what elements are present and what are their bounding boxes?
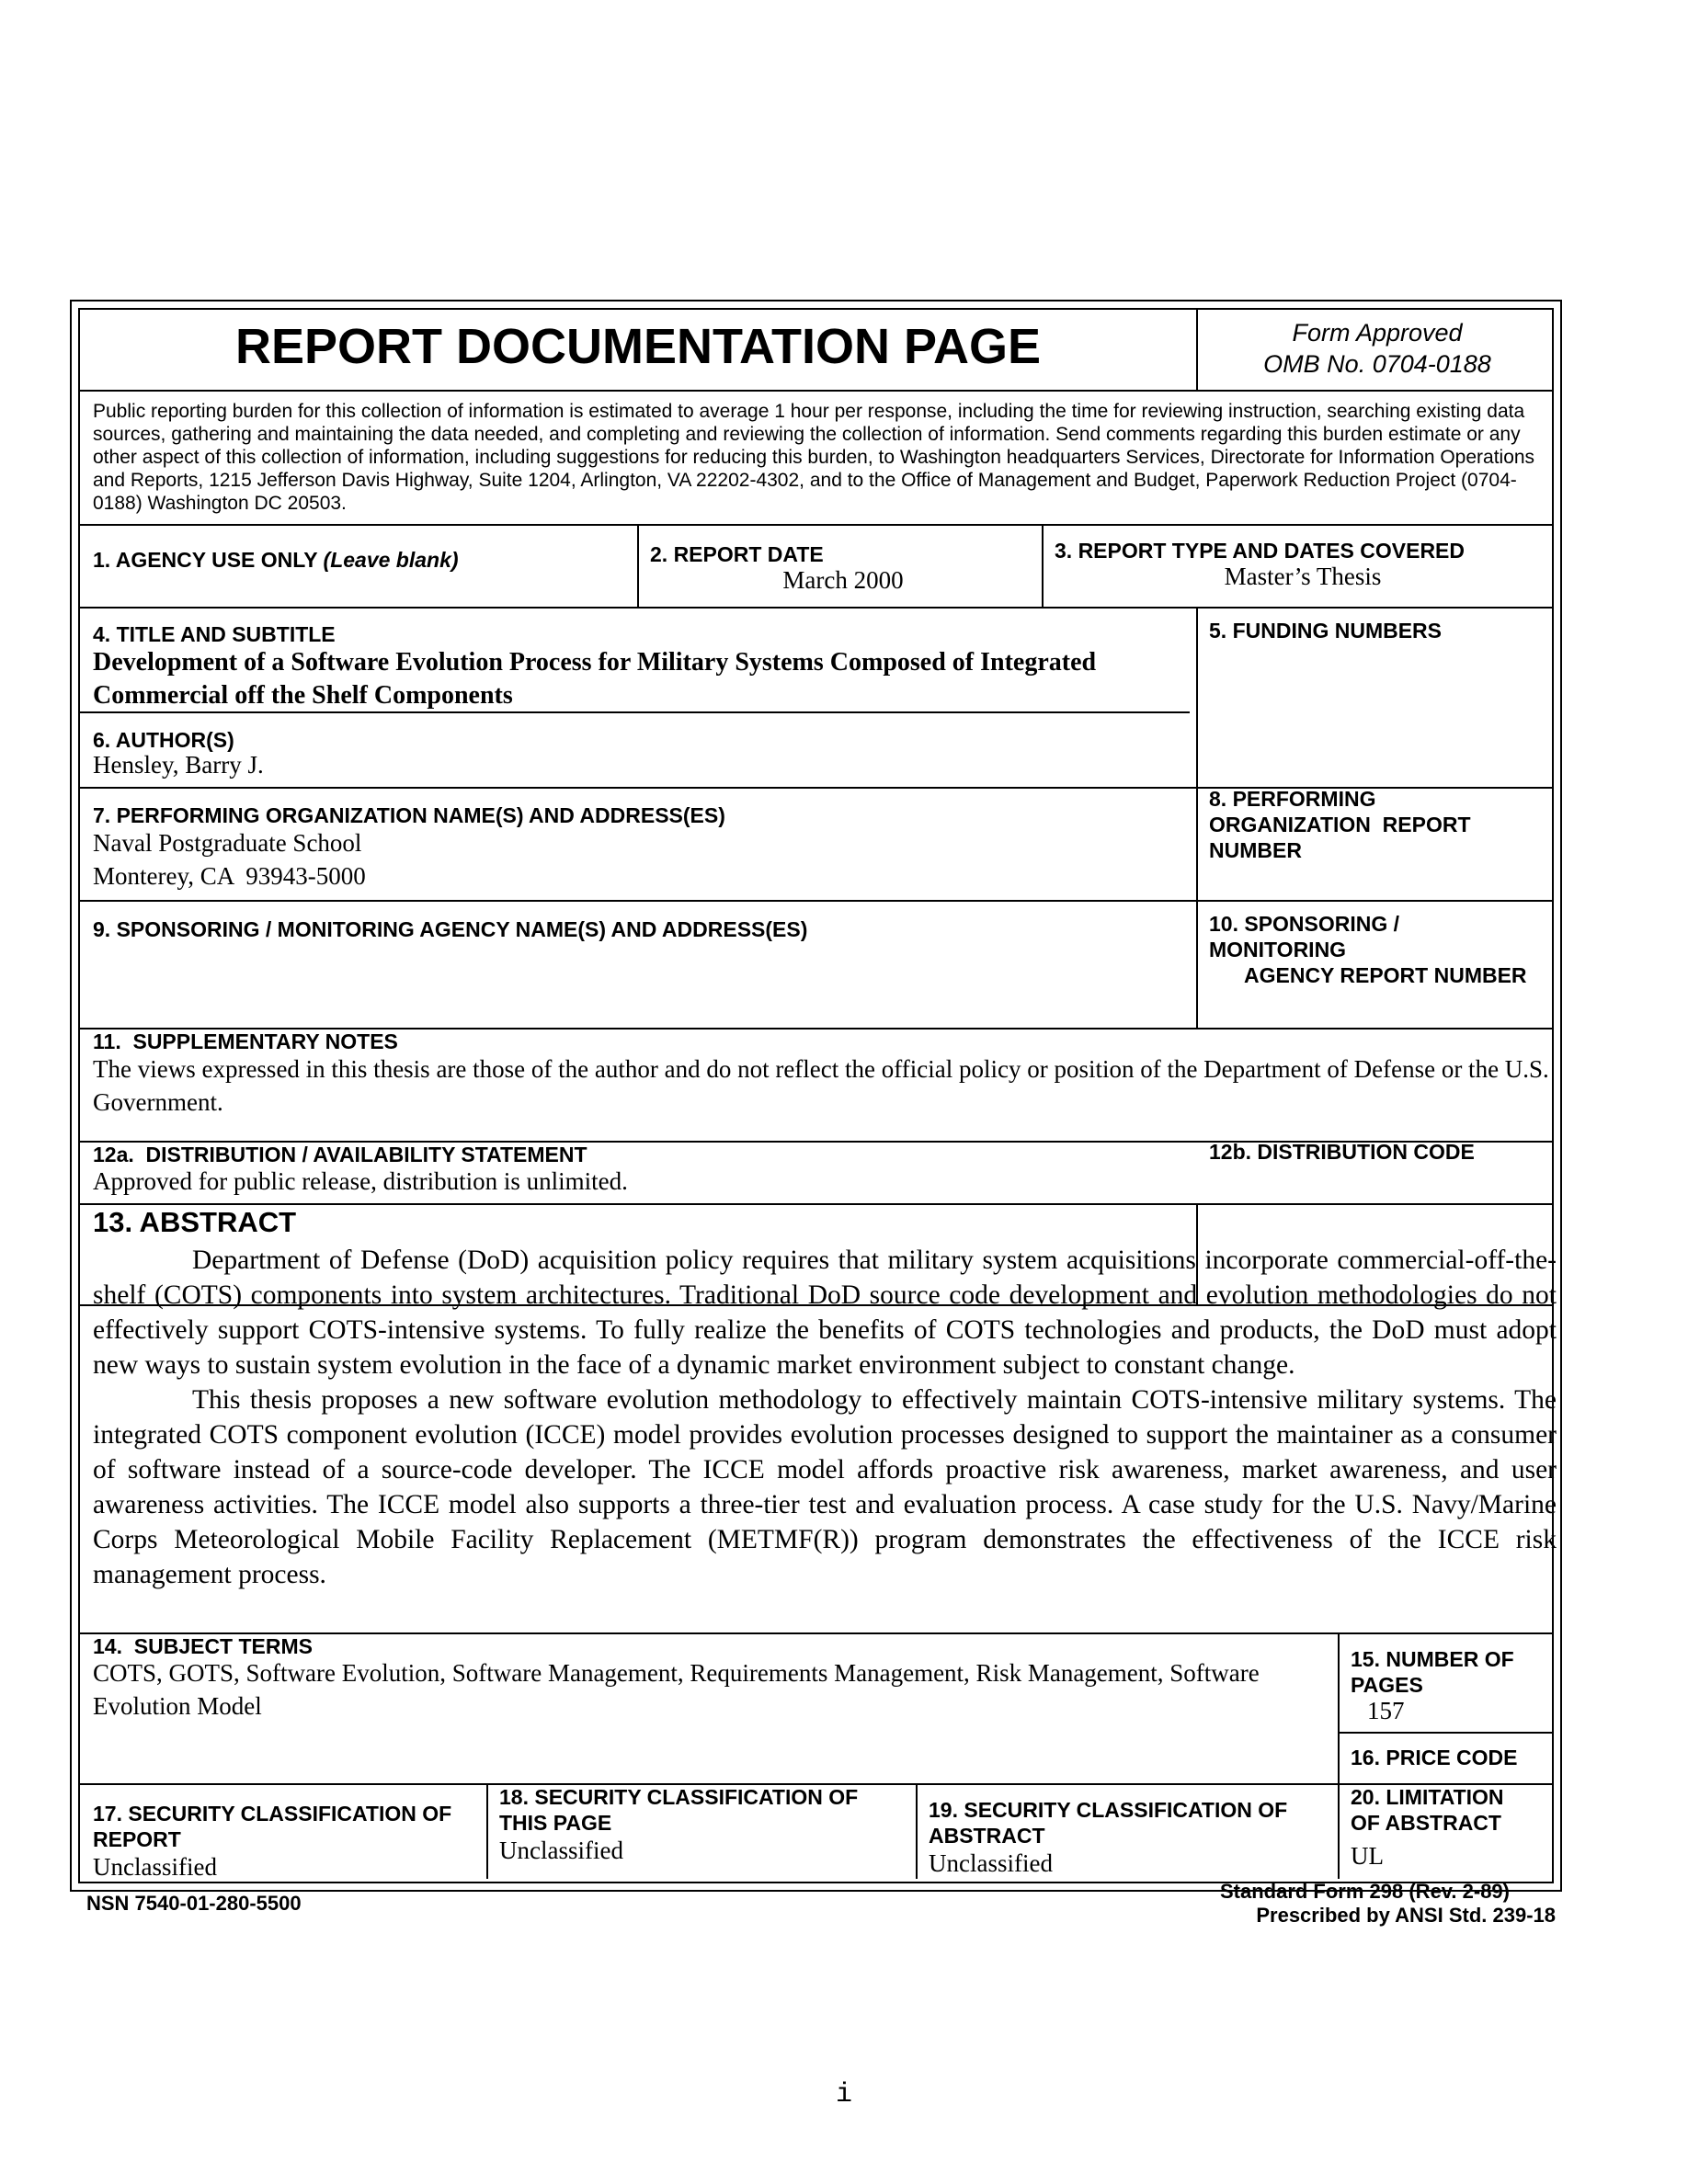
limitation-value: UL	[1351, 1842, 1384, 1870]
form-inner-frame	[78, 308, 1557, 1883]
rule	[80, 900, 1552, 902]
distribution-statement-label: 12a. DISTRIBUTION / AVAILABILITY STATEMENT	[93, 1143, 587, 1166]
standard-form-text: Standard Form 298 (Rev. 2-89)	[1219, 1880, 1510, 1903]
rule	[916, 1783, 918, 1879]
title-value: Development of a Software Evolution Process for Military Systems Composed of Integrated Commercial off the Shelf Components	[93, 648, 1097, 710]
supplementary-notes-value: The views expressed in this thesis are those of the author and do not reflect the official policy or position of the Department of Defense or the U.S. Government.	[93, 1055, 1549, 1116]
security-abstract-cell	[929, 1797, 1287, 1879]
number-of-pages-line2: PAGES	[1351, 1673, 1423, 1697]
rule	[637, 524, 639, 607]
rule	[80, 390, 1552, 392]
limitation-cell	[1351, 1784, 1504, 1871]
performing-report-line2: ORGANIZATION REPORT	[1209, 813, 1471, 836]
agency-use-label	[93, 547, 459, 573]
performing-report-line1: 8. PERFORMING	[1209, 787, 1376, 811]
price-code-label: 16. PRICE CODE	[1351, 1746, 1518, 1769]
abstract-body	[93, 1243, 1557, 1592]
rule	[80, 607, 1552, 609]
funding-numbers-label: 5. FUNDING NUMBERS	[1209, 619, 1443, 643]
sponsoring-report-line1: 10. SPONSORING /	[1209, 912, 1400, 936]
limitation-line2: OF ABSTRACT	[1351, 1811, 1501, 1835]
security-report-cell	[93, 1801, 451, 1883]
performing-org-line2: Monterey, CA 93943-5000	[93, 862, 366, 890]
report-date-label: 2. REPORT DATE	[650, 542, 824, 566]
sponsoring-report-label	[1209, 911, 1527, 988]
performing-report-line3: NUMBER	[1209, 838, 1302, 862]
report-date-value: March 2000	[782, 566, 904, 594]
security-page-line1: 18. SECURITY CLASSIFICATION OF	[499, 1785, 859, 1809]
security-report-line1: 17. SECURITY CLASSIFICATION OF	[93, 1802, 452, 1826]
title-label: 4. TITLE AND SUBTITLE	[93, 622, 336, 646]
number-of-pages-label	[1351, 1646, 1514, 1698]
standard-form-block	[1103, 1880, 1556, 1928]
distribution-statement-value: Approved for public release, distribution is unlimited.	[93, 1167, 628, 1195]
nsn-number: NSN 7540-01-280-5500	[86, 1892, 302, 1915]
burden-statement: Public reporting burden for this collection of information is estimated to average 1 hour per response, including the time for reviewing instruction, searching existing data sources, gathering and maintaining the data needed, and completing and reviewing the collection of information. Send comments regarding this burden estimate or any other aspect of this collection of information, including suggestions for reducing this burden, to Washington headquarters Services, Directorate for Information Operations and Reports, 1215 Jefferson Davis Highway, Suite 1204, Arlington, VA 22202-4302, and to the Office of Management and Budget, Paperwork Reduction Project (0704-0188) Washington DC 20503.	[93, 401, 1535, 514]
page-title: REPORT DOCUMENTATION PAGE	[235, 319, 1041, 374]
performing-org-line1: Naval Postgraduate School	[93, 829, 362, 857]
security-report-line2: REPORT	[93, 1827, 181, 1851]
authors-label: 6. AUTHOR(S)	[93, 728, 234, 752]
distribution-code-label: 12b. DISTRIBUTION CODE	[1209, 1140, 1475, 1164]
security-page-cell	[499, 1784, 858, 1866]
authors-value: Hensley, Barry J.	[93, 751, 264, 779]
subject-terms-label: 14. SUBJECT TERMS	[93, 1634, 313, 1658]
form-approved-text: Form Approved	[1292, 319, 1463, 347]
agency-use-label-text: 1. AGENCY USE ONLY	[93, 548, 318, 572]
rule	[80, 524, 1552, 526]
supplementary-notes-label: 11. SUPPLEMENTARY NOTES	[93, 1029, 398, 1053]
rule	[1042, 524, 1044, 607]
report-type-label: 3. REPORT TYPE AND DATES COVERED	[1055, 539, 1466, 563]
subject-terms-value: COTS, GOTS, Software Evolution, Software Management, Requirements Management, Risk Management, Software Evolution Model	[93, 1659, 1260, 1720]
performing-org-label: 7. PERFORMING ORGANIZATION NAME(S) AND ADDRESS(ES)	[93, 803, 725, 827]
page-number: i	[835, 2079, 852, 2110]
abstract-label: 13. ABSTRACT	[93, 1206, 297, 1238]
report-type-value: Master’s Thesis	[1224, 563, 1382, 590]
performing-report-label	[1209, 786, 1471, 863]
sponsoring-report-line3: AGENCY REPORT NUMBER	[1244, 963, 1527, 987]
rule	[1196, 607, 1198, 1028]
abstract-paragraph: This thesis proposes a new software evolution methodology to effectively maintain COTS-intensive military systems. The integrated COTS component evolution (ICCE) model provides evolution processes designed to support the maintainer as a consumer of software instead of a source-code developer. The ICCE model affords proactive risk awareness, market awareness, and user awareness activities. The ICCE model also supports a three-tier test and evaluation process. A case study for the U.S. Navy/Marine Corps Meteorological Mobile Facility Replacement (METMF(R)) program demonstrates the effectiveness of the ICCE risk management process.	[93, 1385, 1557, 1589]
number-of-pages-value: 157	[1367, 1697, 1405, 1724]
rule	[80, 1203, 1552, 1205]
security-abstract-line2: ABSTRACT	[929, 1824, 1045, 1848]
report-documentation-form	[70, 300, 1562, 1892]
rule	[486, 1783, 488, 1879]
rule	[1338, 1632, 1340, 1879]
security-report-value: Unclassified	[93, 1853, 217, 1881]
agency-use-note: (Leave blank)	[323, 548, 459, 572]
abstract-paragraph: Department of Defense (DoD) acquisition policy requires that military system acquisitions incorporate commercial-off-the-shelf (COTS) components into system architectures. Traditional DoD source code development and evolution methodologies do not effectively support COTS-intensive systems. To fully realize the benefits of COTS technologies and products, the DoD must adopt new ways to sustain system evolution in the face of a dynamic market environment subject to constant change.	[93, 1246, 1557, 1380]
number-of-pages-line1: 15. NUMBER OF	[1351, 1647, 1514, 1671]
sponsoring-agency-label: 9. SPONSORING / MONITORING AGENCY NAME(S) AND ADDRESS(ES)	[93, 917, 808, 941]
security-page-line2: THIS PAGE	[499, 1811, 612, 1835]
security-abstract-line1: 19. SECURITY CLASSIFICATION OF	[929, 1798, 1288, 1822]
omb-block	[1198, 317, 1557, 380]
limitation-line1: 20. LIMITATION	[1351, 1785, 1504, 1809]
rule	[1338, 1732, 1552, 1734]
security-page-value: Unclassified	[499, 1837, 623, 1864]
omb-number: OMB No. 0704-0188	[1263, 350, 1491, 378]
security-abstract-value: Unclassified	[929, 1849, 1053, 1877]
sponsoring-report-line2: MONITORING	[1209, 938, 1347, 961]
prescribed-text: Prescribed by ANSI Std. 239-18	[1256, 1904, 1556, 1927]
